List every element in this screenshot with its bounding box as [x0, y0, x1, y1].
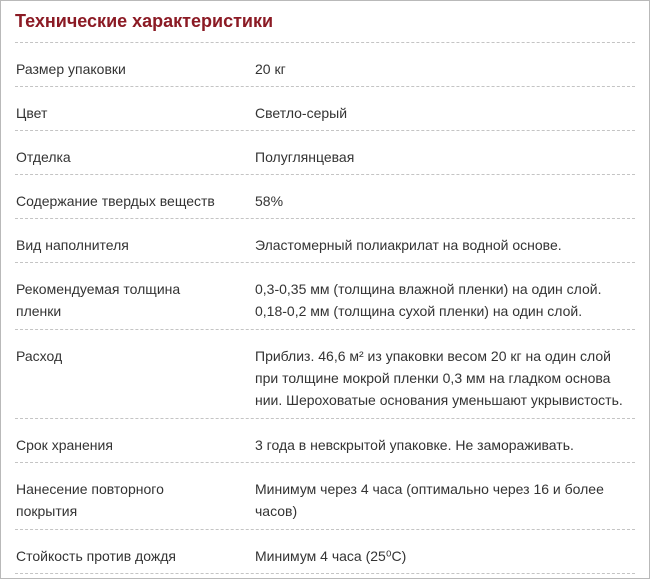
spec-value-line: 20 кг — [255, 61, 286, 77]
spec-value — [255, 434, 643, 456]
spec-value-line: Эластомерный полиакрилат на водной основе. — [255, 237, 562, 253]
spec-value — [255, 102, 643, 124]
specs-table — [1, 42, 649, 574]
spec-label: Расход — [16, 348, 63, 364]
spec-value-line: 58% — [255, 193, 284, 209]
spec-value — [255, 58, 643, 80]
spec-value-line: 0,3-0,35 мм (толщина влажной пленки) на один слой. — [255, 281, 602, 297]
spec-label: Отделка — [16, 149, 71, 165]
spec-row-color — [1, 87, 649, 130]
spec-row-filler — [1, 219, 649, 262]
spec-value-line: Приблиз. 46,6 м² из упаковки весом 20 кг на один слой — [255, 348, 611, 364]
spec-value — [255, 278, 643, 322]
spec-row-shelf-life — [1, 419, 649, 462]
spec-row-recoat — [1, 463, 649, 529]
spec-value-line: Полуглянцевая — [255, 149, 355, 165]
spec-value-line: нии. Шероховатые основания уменьшают укрывистость. — [255, 392, 623, 408]
spec-value-line: при толщине мокрой пленки 0,3 мм на гладком основа — [255, 370, 611, 386]
spec-label: Вид наполнителя — [16, 237, 129, 253]
spec-value-line: часов) — [255, 503, 298, 519]
spec-value-line: Минимум 4 часа (25⁰C) — [255, 548, 407, 564]
spec-label: Нанесение повторного покрытия — [16, 481, 164, 519]
spec-value — [255, 345, 643, 411]
row-divider — [15, 573, 635, 574]
spec-label: Цвет — [16, 105, 48, 121]
spec-value — [255, 190, 643, 212]
spec-value — [255, 234, 643, 256]
spec-value — [255, 545, 643, 567]
page-title: Технические характеристики — [15, 11, 274, 31]
spec-value — [255, 478, 643, 522]
spec-label: Содержание твердых веществ — [16, 193, 215, 209]
spec-row-film-thickness — [1, 263, 649, 329]
spec-row-solids — [1, 175, 649, 218]
spec-label: Рекомендуемая толщина пленки — [16, 281, 181, 319]
spec-label: Размер упаковки — [16, 61, 126, 77]
spec-label: Срок хранения — [16, 437, 113, 453]
spec-value-line: 0,18-0,2 мм (толщина сухой пленки) на один слой. — [255, 303, 583, 319]
spec-row-rain-resistance — [1, 530, 649, 573]
spec-label: Стойкость против дождя — [16, 548, 176, 564]
spec-row-finish — [1, 131, 649, 174]
spec-value-line: 3 года в невскрытой упаковке. Не замораживать. — [255, 437, 574, 453]
spec-value-line: Светло-серый — [255, 105, 348, 121]
spec-value-line: Минимум через 4 часа (оптимально через 16 и более — [255, 481, 604, 497]
spec-row-consumption — [1, 330, 649, 418]
spec-value — [255, 146, 643, 168]
spec-row-package-size — [1, 43, 649, 86]
